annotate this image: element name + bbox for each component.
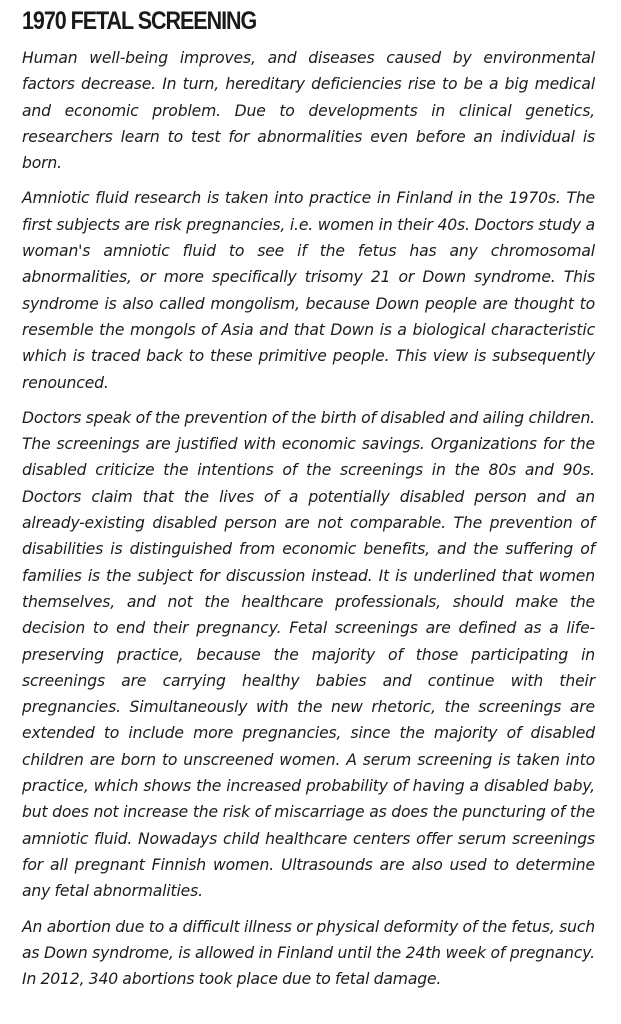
- page-title: 1970 FETAL SCREENING: [22, 7, 257, 35]
- paragraph-prevention-debate: Doctors speak of the prevention of the birth of disabled and ailing children. The screenings are justified with economic savings. Organizations for the disabled criticize the intentions of the screenings in the 80s and 90s. Doctors claim that the lives of a potentially disabled person and an already-existing disabled person are not comparable. The prevention of disabilities is distinguished from economic benefits, and the suffering of families is the subject for discussion instead. It is underlined that women themselves, and not the healthcare professionals, should make the decision to end their pregnancy. Fetal screenings are defined as a life-preserving practice, because the majority of those participating in screenings are carrying healthy babies and continue with their pregnancies. Simultaneously with the new rhetoric, the screenings are extended to include more pregnancies, since the majority of disabled children are born to unscreened women. A serum screening is taken into practice, which shows the increased probability of having a disabled baby, but does not increase the risk of miscarriage as does the puncturing of the amniotic fluid. Nowadays child healthcare centers offer serum screenings for all pregnant Finnish women. Ultrasounds are also used to determine any fetal abnormalities.: [22, 408, 595, 901]
- paragraph-abortion-law: An abortion due to a difficult illness or physical deformity of the fetus, such as Down syndrome, is allowed in Finland until the 24th week of pregnancy. In 2012, 340 abortions took place due to fetal damage.: [22, 917, 595, 989]
- paragraph-intro: Human well-being improves, and diseases caused by environmental factors decrease. In turn, hereditary deficiencies rise to be a big medical and economic problem. Due to developments in clinical genetics, researchers learn to test for abnormalities even before an individual is born.: [22, 49, 595, 173]
- paragraph-amniotic-research: Amniotic fluid research is taken into practice in Finland in the 1970s. The first subjects are risk pregnancies, i.e. women in their 40s. Doctors study a woman's amniotic fluid to see if the fetus has any chromosomal abnormalities, or more specifically trisomy 21 or Down syndrome. This syndrome is also called mongolism, because Down people are thought to resemble the mongols of Asia and that Down is a biological characteristic which is traced back to these primitive people. This view is subsequently renounced.: [22, 189, 595, 392]
